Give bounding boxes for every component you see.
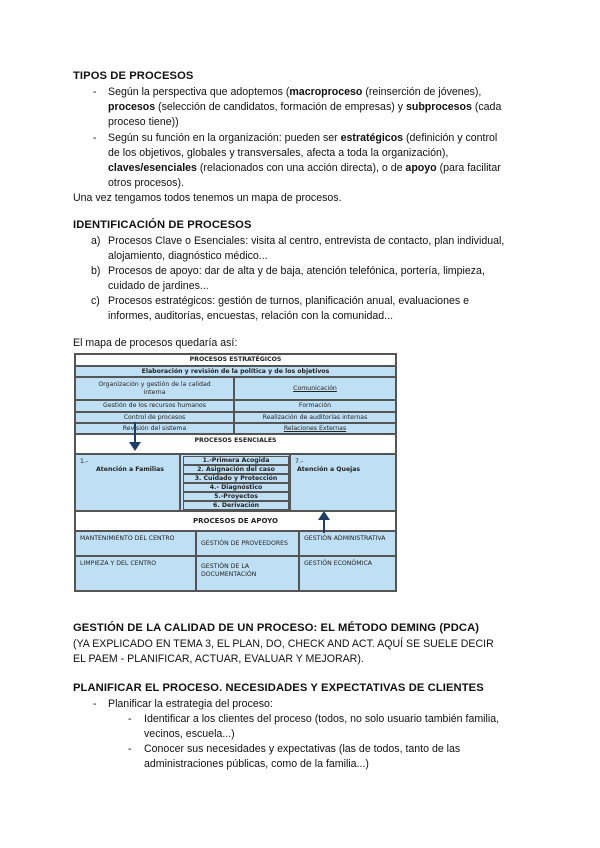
paragraph-mapa-intro: El mapa de procesos quedaría así:	[73, 337, 238, 349]
list-marker-b: b)	[91, 265, 101, 277]
bullet-planificar: Planificar la estrategia del proceso:	[108, 698, 273, 710]
support-cell-4: LIMPIEZA Y DEL CENTRO	[75, 556, 196, 591]
down-arrow-icon	[128, 422, 142, 452]
strategic-left-3: Control de procesos	[75, 412, 234, 423]
subprocess-4: 4.- Diagnóstico	[183, 483, 289, 492]
essential-left-label: Atención a Familias	[96, 466, 164, 473]
strategic-right-2: Formación	[234, 400, 396, 412]
process-map-diagram	[74, 353, 397, 592]
pdca-line2: EL PAEM - PLANIFICAR, ACTUAR, EVALUAR Y MEJORAR).	[73, 653, 364, 665]
sub-conocer-line2: administraciones públicas, como de la familia...)	[144, 758, 369, 770]
support-cell-2: GESTIÓN DE PROVEEDORES	[196, 531, 299, 556]
bullet-funcion-line4: otros procesos).	[108, 177, 184, 189]
item-c-line2: informes, auditorías, encuestas, relación con la comunidad...	[108, 310, 394, 322]
subprocess-3: 3. Cuidado y Protección	[183, 474, 289, 483]
bullet-dash: -	[93, 86, 97, 98]
bullet-perspectiva-line2: procesos (selección de candidatos, formación de empresas) y subprocesos (cada	[108, 101, 502, 113]
bullet-dash: -	[93, 698, 97, 710]
strategic-right-4: Relaciones Externas	[234, 423, 396, 434]
item-c-line1: Procesos estratégicos: gestión de turnos, planificación anual, evaluaciones e	[108, 295, 469, 307]
sub-bullet-dash: -	[128, 713, 132, 725]
essential-subprocess-column	[180, 454, 290, 511]
subprocess-6: 6. Derivación	[183, 501, 289, 510]
subprocess-1: 1.-Primera Acogida	[183, 456, 289, 465]
heading-planificar: PLANIFICAR EL PROCESO. NECESIDADES Y EXPECTATIVAS DE CLIENTES	[73, 682, 484, 694]
bullet-funcion-line1: Según su función en la organización: pueden ser estratégicos (definición y control	[108, 132, 498, 144]
strategic-left-2: Gestión de los recursos humanos	[75, 400, 234, 412]
sub-conocer-line1: Conocer sus necesidades y expectativas (las de todos, tanto de las	[144, 743, 461, 755]
paragraph-mapa: Una vez tengamos todos tenemos un mapa de procesos.	[73, 192, 342, 204]
support-cell-3: GESTIÓN ADMINISTRATIVA	[299, 531, 396, 556]
item-b-line2: cuidado de jardines...	[108, 280, 209, 292]
list-marker-c: c)	[91, 295, 100, 307]
essential-right-label: Atención a Quejas	[297, 466, 361, 473]
bullet-perspectiva-line1: Según la perspectiva que adoptemos (macroproceso (reinserción de jóvenes),	[108, 86, 482, 98]
bullet-perspectiva-line3: proceso tiene))	[108, 116, 179, 128]
support-title: PROCESOS DE APOYO	[75, 511, 396, 531]
bullet-dash: -	[93, 132, 97, 144]
sub-identificar-line2: vecinos, escuela...)	[144, 728, 235, 740]
list-marker-a: a)	[91, 235, 101, 247]
strategic-right-1: Comunicación	[234, 377, 396, 400]
strategic-left-4: Revisión del sistema	[75, 423, 234, 434]
item-a-line2: alojamiento, diagnóstico médico...	[108, 250, 268, 262]
essential-right-number: 7.-	[295, 458, 304, 465]
support-cell-1: MANTENIMIENTO DEL CENTRO	[75, 531, 196, 556]
up-arrow-icon	[317, 511, 331, 533]
support-cell-5: GESTIÓN DE LA DOCUMENTACIÓN	[196, 556, 299, 591]
item-b-line1: Procesos de apoyo: dar de alta y de baja, atención telefónica, portería, limpieza,	[108, 265, 485, 277]
sub-identificar-line1: Identificar a los clientes del proceso (todos, no solo usuario también familia,	[144, 713, 500, 725]
strategic-right-3: Realización de auditorías internas	[234, 412, 396, 423]
pdca-line1: (YA EXPLICADO EN TEMA 3, EL PLAN, DO, CHECK AND ACT. AQUÍ SE SUELE DECIR	[73, 638, 494, 650]
bullet-funcion-line3: claves/esenciales (relacionados con una acción directa), o de apoyo (para facilitar	[108, 162, 501, 174]
strategic-left-1: Organización y gestión de la calidad interna	[75, 377, 234, 400]
essential-title: PROCESOS ESENCIALES	[75, 434, 396, 454]
heading-identificacion: IDENTIFICACIÓN DE PROCESOS	[73, 219, 252, 231]
essential-right-box	[290, 454, 396, 511]
item-a-line1: Procesos Clave o Esenciales: visita al centro, entrevista de contacto, plan individual,	[108, 235, 505, 247]
essential-left-number: 1.-	[80, 458, 89, 465]
strategic-subtitle: Elaboración y revisión de la política y de los objetivos	[75, 366, 396, 377]
sub-bullet-dash: -	[128, 743, 132, 755]
heading-tipos-de-procesos: TIPOS DE PROCESOS	[73, 70, 194, 82]
bullet-funcion-line2: de los objetivos, globales y transversales, afecta a toda la organización),	[108, 147, 449, 159]
strategic-title: PROCESOS ESTRATÉGICOS	[75, 354, 396, 366]
subprocess-5: 5.-Proyectos	[183, 492, 289, 501]
support-cell-6: GESTIÓN ECONÓMICA	[299, 556, 396, 591]
essential-left-box	[75, 454, 180, 511]
heading-gestion-calidad: GESTIÓN DE LA CALIDAD DE UN PROCESO: EL MÉTODO DEMING (PDCA)	[73, 622, 480, 634]
subprocess-2: 2. Asignación del caso	[183, 465, 289, 474]
